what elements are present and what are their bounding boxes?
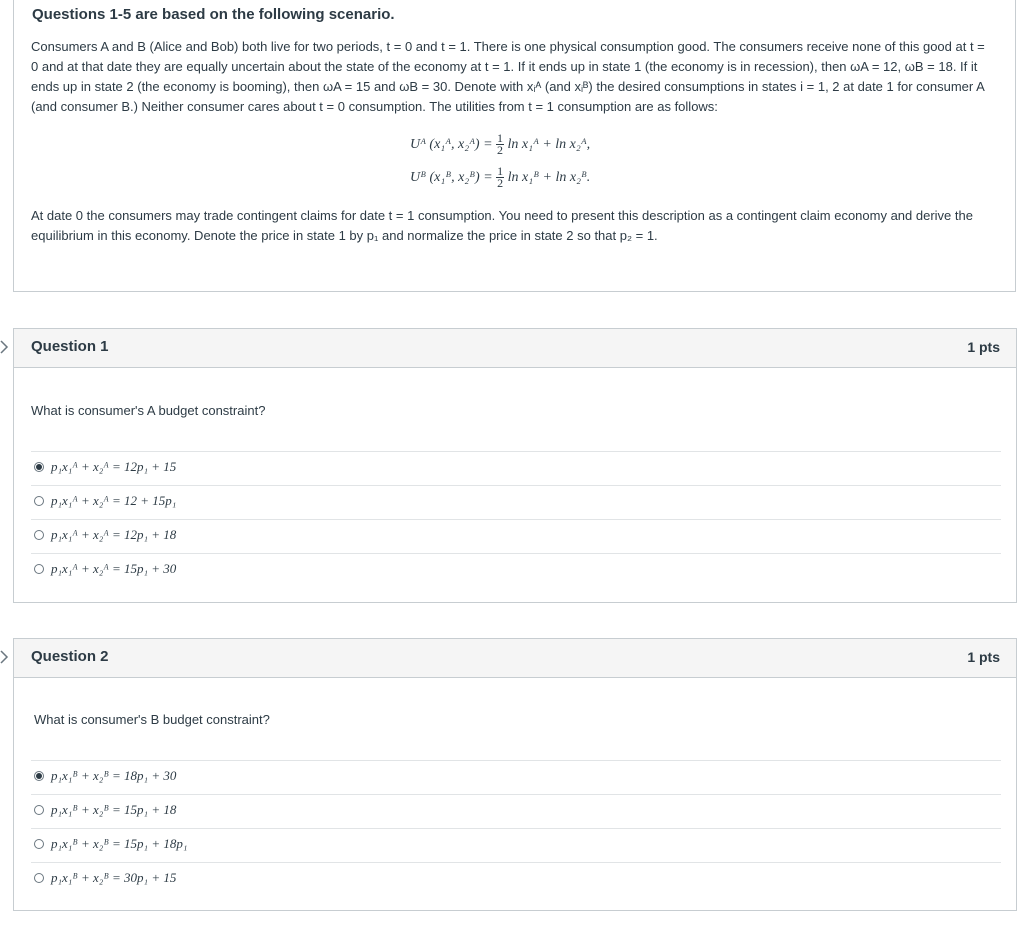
utility-equations xyxy=(410,128,670,194)
scenario-title: Questions 1-5 are based on the following scenario. xyxy=(32,6,395,23)
question-card-2 xyxy=(13,638,1017,911)
answer-option[interactable] xyxy=(31,794,1001,828)
question-text: What is consumer's B budget constraint? xyxy=(34,712,270,727)
question-points: 1 pts xyxy=(967,339,1000,355)
equation-b-lhs: Uᴮ (x₁ᴮ, x₂ᴮ) = xyxy=(410,170,493,185)
scenario-panel xyxy=(13,0,1016,292)
question-header xyxy=(14,639,1016,678)
scenario-paragraph-1: Consumers A and B (Alice and Bob) both live for two periods, t = 0 and t = 1. There is one physical consumption good. The consumers receive none of this good at t = 0 and at that date they are equally uncertain about the state of the economy at t = 1. If it ends up in state 1 (the economy is in recession), then ωA = 12, ωB = 18. If it ends up in state 2 (the economy is booming), then ωA = 15 and ωB = 30. Denote with xᵢᴬ (and xᵢᴮ) the desired consumptions in states i = 1, 2 at date 1 for consumer A (and consumer B.) Neither consumer cares about t = 0 consumption. The utilities from t = 1 consumption are as follows: xyxy=(31,39,985,114)
answer-label: p₁x₁ᴬ + x₂ᴬ = 12 + 15p₁ xyxy=(51,493,177,508)
radio-icon[interactable] xyxy=(34,564,44,574)
radio-icon[interactable] xyxy=(34,496,44,506)
equation-a-rhs: ln x₁ᴬ + ln x₂ᴬ, xyxy=(507,137,591,152)
answer-option[interactable] xyxy=(31,553,1001,587)
question-points: 1 pts xyxy=(967,649,1000,665)
question-text: What is consumer's A budget constraint? xyxy=(31,403,266,418)
radio-icon[interactable] xyxy=(34,839,44,849)
answer-option[interactable] xyxy=(31,760,1001,794)
answer-list xyxy=(31,760,1001,896)
utility-equation-b xyxy=(410,161,670,194)
answer-label: p₁x₁ᴮ + x₂ᴮ = 30p₁ + 15 xyxy=(51,870,177,885)
answer-option[interactable] xyxy=(31,862,1001,896)
equation-a-lhs: Uᴬ (x₁ᴬ, x₂ᴬ) = xyxy=(410,137,493,152)
answer-label: p₁x₁ᴬ + x₂ᴬ = 15p₁ + 30 xyxy=(51,561,177,576)
answer-option[interactable] xyxy=(31,451,1001,485)
fraction-half xyxy=(496,166,504,189)
scenario-paragraph-2: At date 0 the consumers may trade contingent claims for date t = 1 consumption. You need to present this description as a contingent claim economy and derive the equilibrium in this economy. Denote the price in state 1 by p₁ and normalize the price in state 2 so that p₂ = 1. xyxy=(31,208,973,243)
answer-option[interactable] xyxy=(31,519,1001,553)
radio-icon[interactable] xyxy=(34,530,44,540)
equation-b-rhs: ln x₁ᴮ + ln x₂ᴮ. xyxy=(507,170,591,185)
question-title: Question 1 xyxy=(31,338,109,355)
frac-numerator: 1 xyxy=(497,164,504,179)
answer-label: p₁x₁ᴬ + x₂ᴬ = 12p₁ + 15 xyxy=(51,459,177,474)
answer-option[interactable] xyxy=(31,485,1001,519)
fraction-half xyxy=(496,133,504,156)
radio-icon[interactable] xyxy=(34,873,44,883)
answer-option[interactable] xyxy=(31,828,1001,862)
answer-label: p₁x₁ᴮ + x₂ᴮ = 18p₁ + 30 xyxy=(51,768,177,783)
radio-selected-icon[interactable] xyxy=(34,462,44,472)
radio-icon[interactable] xyxy=(34,805,44,815)
answer-label: p₁x₁ᴮ + x₂ᴮ = 15p₁ + 18 xyxy=(51,802,177,817)
answer-list xyxy=(31,451,1001,587)
question-header xyxy=(14,329,1016,368)
answer-label: p₁x₁ᴬ + x₂ᴬ = 12p₁ + 18 xyxy=(51,527,177,542)
utility-equation-a xyxy=(410,128,670,161)
frac-denominator: 2 xyxy=(497,143,504,158)
frac-denominator: 2 xyxy=(497,176,504,191)
question-card-1 xyxy=(13,328,1017,603)
frac-numerator: 1 xyxy=(497,131,504,146)
answer-label: p₁x₁ᴮ + x₂ᴮ = 15p₁ + 18p₁ xyxy=(51,836,188,851)
chevron-right-icon[interactable] xyxy=(0,649,12,665)
radio-selected-icon[interactable] xyxy=(34,771,44,781)
chevron-right-icon[interactable] xyxy=(0,339,12,355)
question-title: Question 2 xyxy=(31,648,109,665)
